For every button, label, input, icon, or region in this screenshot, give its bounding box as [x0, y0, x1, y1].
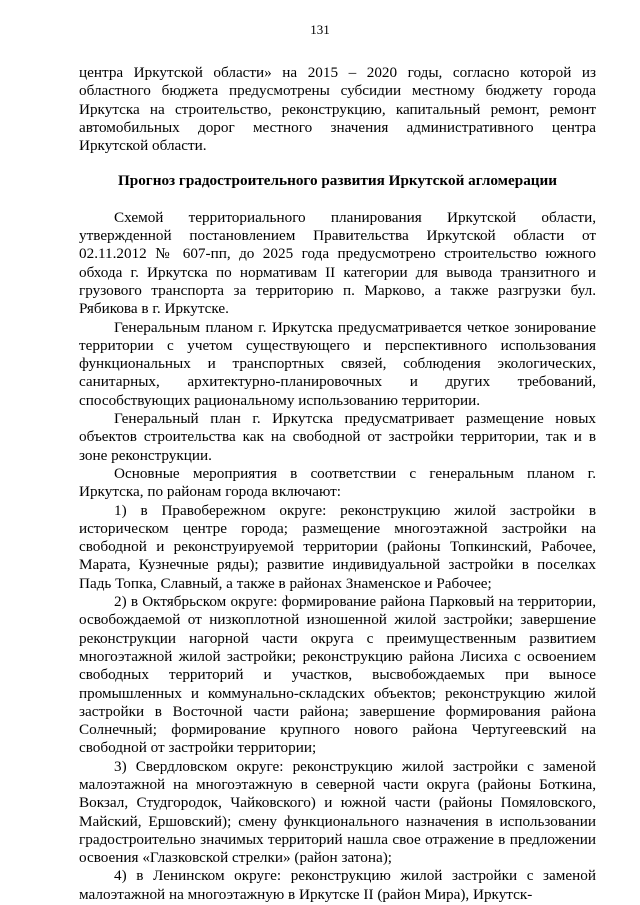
paragraph: Генеральный план г. Иркутска предусматривает размещение новых объектов строительства как на свободной от застройки территории, так и в зоне реконструкции.	[79, 410, 596, 464]
page-number: 131	[310, 22, 330, 37]
paragraph: Схемой территориального планирования Иркутской области, утвержденной постановлением Правительства Иркутской области от 02.11.2012 № 607-пп, до 2025 года предусмотрено строительство южного обхода г. Иркутска по нормативам II категории для вывода транзитного и грузового транспорта за территорию п. Марково, а также разгрузки бул. Рябикова в г. Иркутске.	[79, 208, 596, 318]
paragraph-intro: центра Иркутской области» на 2015 – 2020 годы, согласно которой из областного бюджета предусмотрены субсидии местному бюджету города Иркутска на строительство, реконструкцию, капитальный ремонт, ремонт автомобильных дорог местного значения административного центра Иркутской области.	[79, 64, 596, 155]
list-item: 1) в Правобережном округе: реконструкцию жилой застройки в историческом центре города; размещение многоэтажной застройки на свободной и реконструируемой территории (районы Топкинский, Рабочее, Марата, Кузнечные ряды); развитие индивидуальной застройки в поселках Падь Топка, Славный, а также в районах Знаменское и Рабочее;	[79, 501, 596, 592]
section-heading: Прогноз градостроительного развития Иркутской агломерации	[117, 172, 558, 190]
paragraph: Генеральным планом г. Иркутска предусматривается четкое зонирование территории с учетом существующего и перспективного использования функциональных и транспортных связей, соблюдения экологических, санитарных, архитектурно-планировочных и других требований, способствующих рациональному использованию территории.	[79, 318, 596, 409]
list-item: 3) Свердловском округе: реконструкцию жилой застройки с заменой малоэтажной на многоэтажную в северной части округа (районы Боткина, Вокзал, Студгородок, Чайковского) и южной части (районы Помяловского, Майский, Ершовский); смену функционального назначения в использовании градостроительно значимых территорий нашла свое отражение в предложении освоения «Глазковской стрелки» (район затона);	[79, 757, 596, 867]
list-item: 2) в Октябрьском округе: формирование района Парковый на территории, освобождаемой от низкоплотной изношенной жилой застройки; завершение реконструкции нагорной части округа с преимущественным развитием многоэтажной жилой застройки; реконструкцию района Лисиха с освоением свободных территорий и участков, высвобождаемых при выносе промышленных и коммунально-складских объектов; реконструкцию жилой застройки в Восточной части района; завершение формирования района Солнечный; формирование крупного нового района Чертугеевский на свободной от застройки территории;	[79, 593, 596, 757]
document-body	[79, 64, 596, 904]
list-item: 4) в Ленинском округе: реконструкцию жилой застройки с заменой малоэтажной на многоэтажную в Иркутске II (район Мира), Иркутск-	[79, 867, 596, 903]
paragraph: Основные мероприятия в соответствии с генеральным планом г. Иркутска, по районам города включают:	[79, 464, 596, 501]
